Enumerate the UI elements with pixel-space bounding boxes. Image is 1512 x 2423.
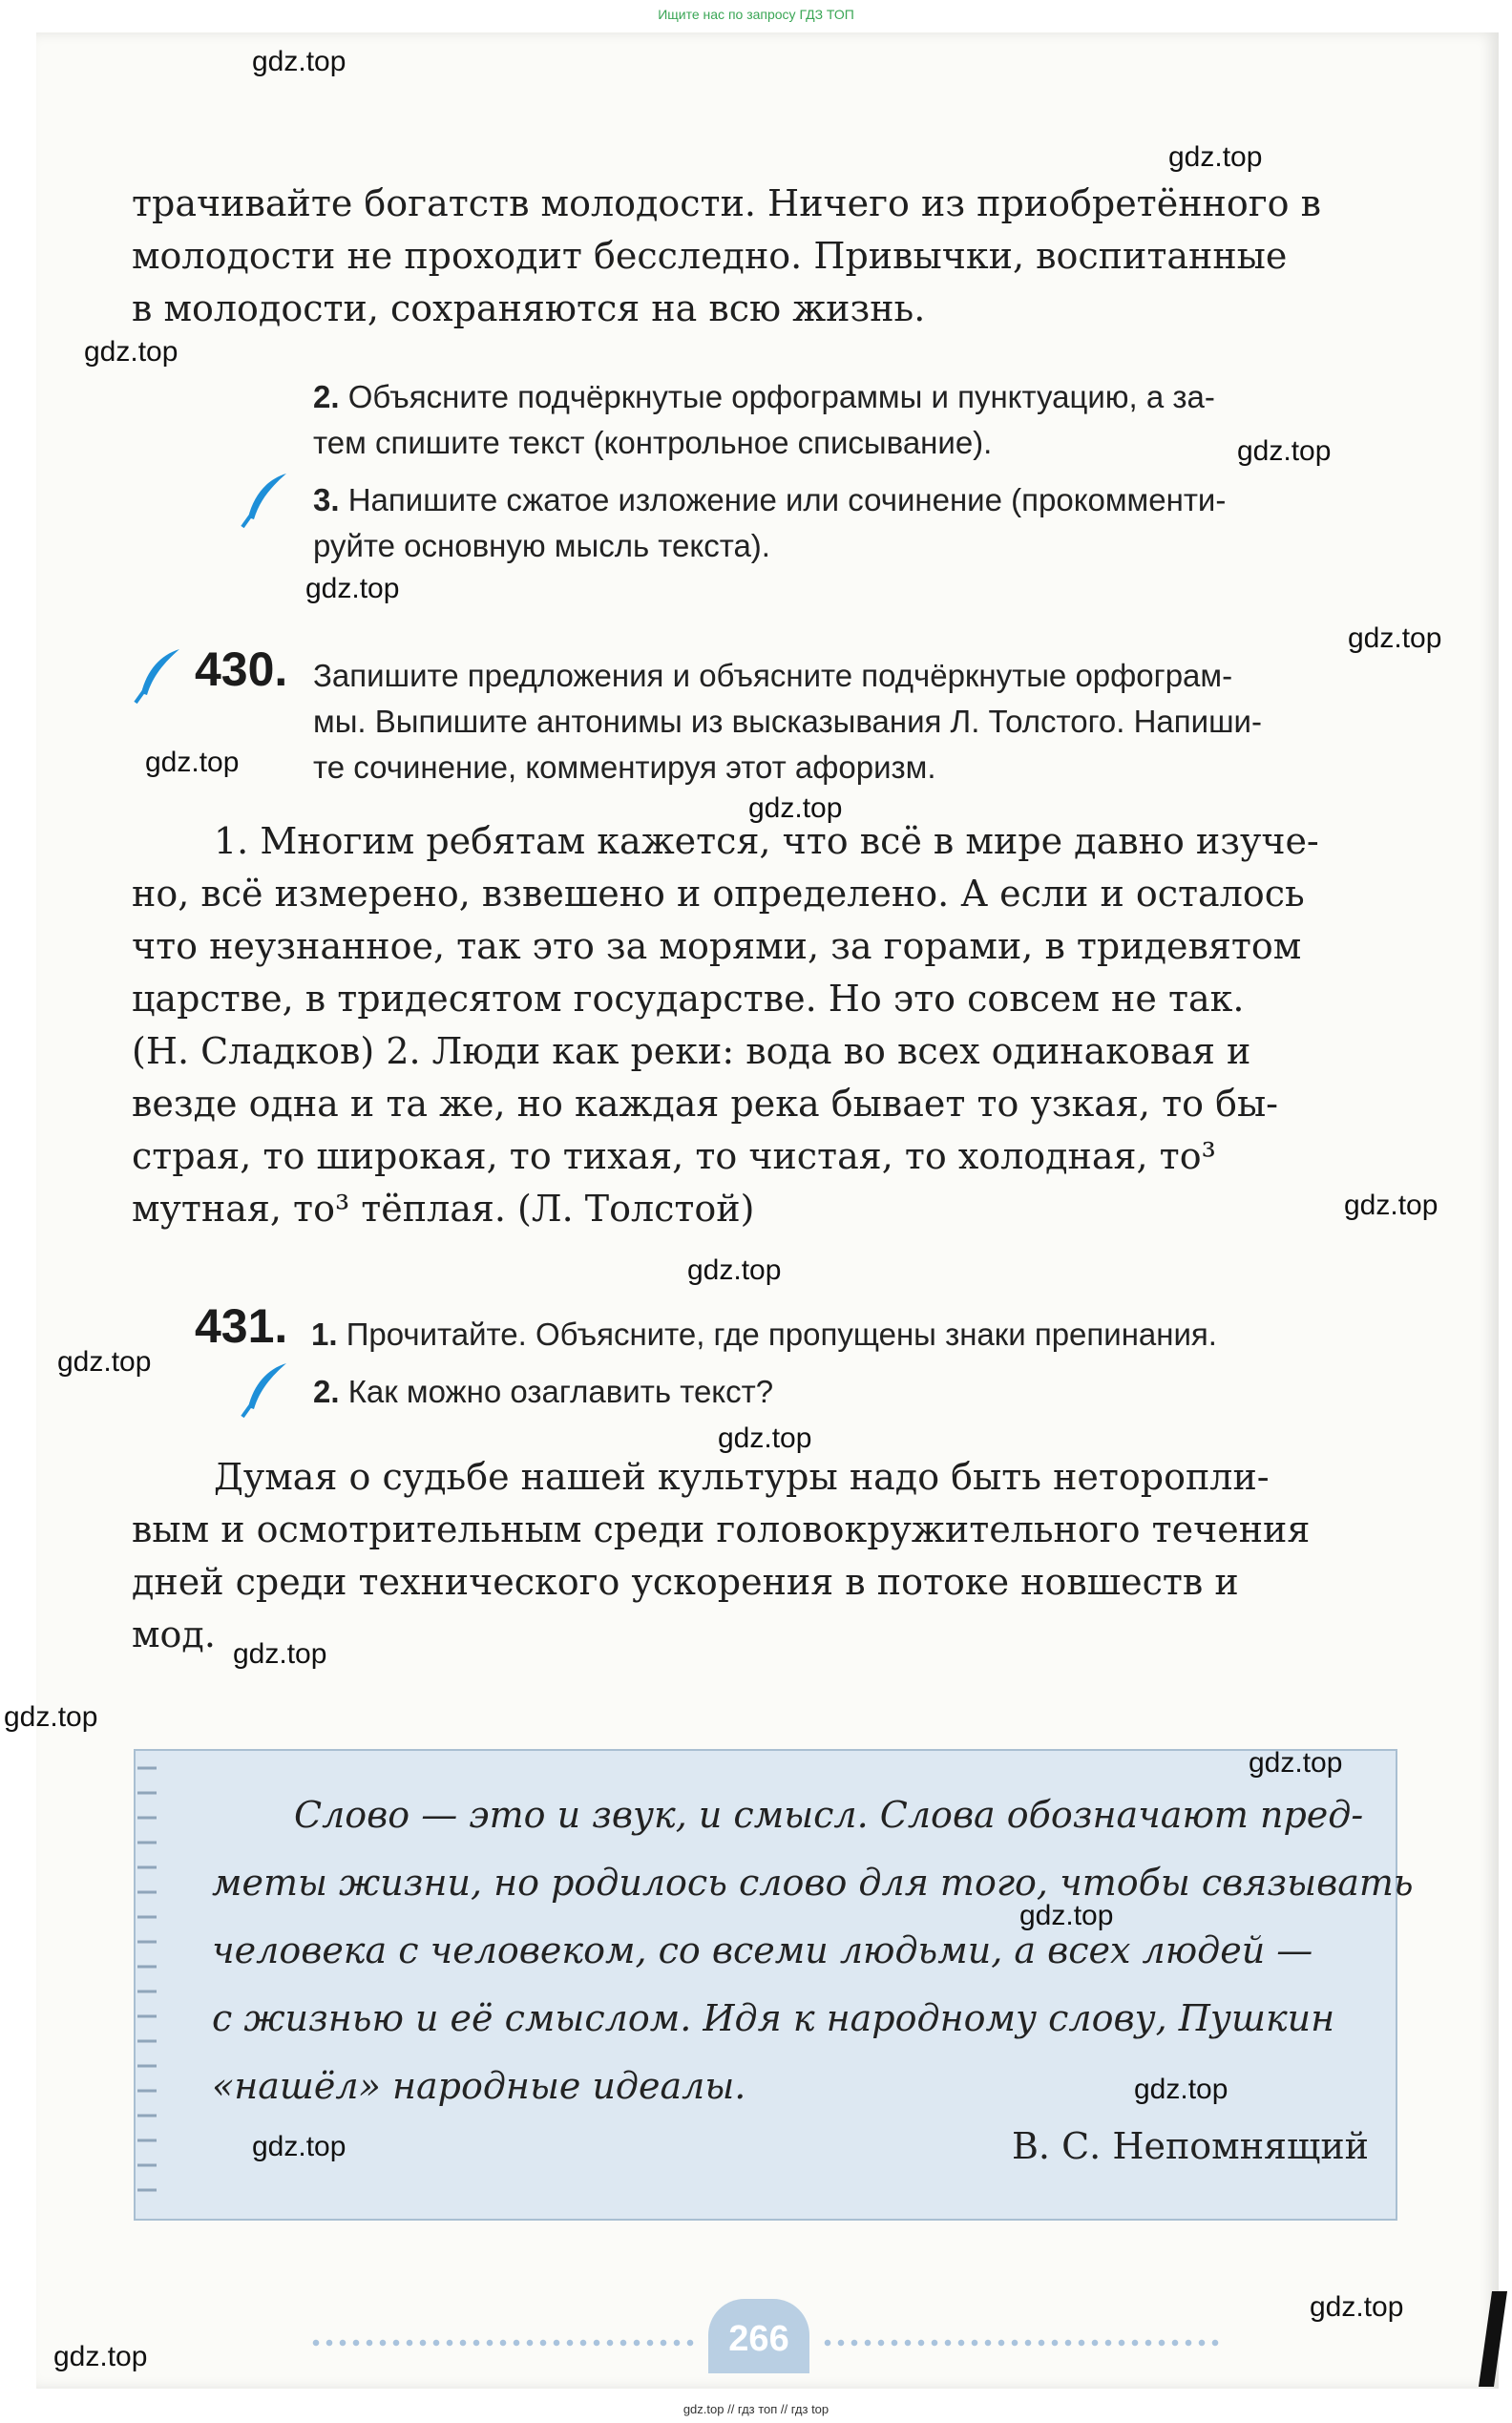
- text-line: страя, то широкая, то тихая, то чистая, то холодная, то³: [132, 1135, 1216, 1177]
- task-text: руйте основную мысль текста).: [313, 528, 770, 563]
- text-line: что неузнанное, так это за морями, за горами, в тридевятом: [132, 925, 1302, 967]
- item-number: 2.: [313, 1374, 340, 1409]
- watermark: gdz.top: [1344, 1190, 1438, 1221]
- watermark: gdz.top: [252, 46, 346, 77]
- item-number: 2.: [313, 379, 340, 414]
- watermark: gdz.top: [1019, 1900, 1114, 1931]
- watermark: gdz.top: [748, 792, 843, 824]
- text-line: (Н. Сладков) 2. Люди как реки: вода во всех одинаковая и: [132, 1030, 1251, 1072]
- intro-paragraph: [132, 178, 1394, 335]
- watermark: gdz.top: [1168, 141, 1263, 173]
- text-line: вым и осмотрительным среди головокружительного течения: [132, 1508, 1311, 1550]
- task-text: тем спишите текст (контрольное списывание).: [313, 425, 993, 460]
- text-line: трачивайте богатств молодости. Ничего из приобретённого в: [132, 182, 1321, 224]
- text-line: но, всё измерено, взвешено и определено. А если и осталось: [132, 873, 1305, 915]
- exercise-431-item-2: [313, 1369, 1392, 1415]
- item-number: 3.: [313, 482, 340, 517]
- watermark: gdz.top: [305, 573, 400, 604]
- task-text: Прочитайте. Объясните, где пропущены знаки препинания.: [346, 1317, 1217, 1352]
- instruction-line: Запишите предложения и объясните подчёркнутые орфограм-: [313, 658, 1233, 693]
- watermark: gdz.top: [145, 747, 240, 778]
- instruction-line: мы. Выпишите антонимы из высказывания Л. Толстого. Напиши-: [313, 704, 1262, 739]
- text-line: царстве, в тридесятом государстве. Но это совсем не так.: [132, 978, 1245, 1020]
- watermark: gdz.top: [233, 1638, 327, 1670]
- quote-text: [212, 1781, 1414, 2120]
- text-line: 1. Многим ребятам кажется, что всё в мире давно изуче-: [214, 820, 1319, 862]
- quote-author: В. С. Непомнящий: [1012, 2125, 1369, 2167]
- text-line: молодости не проходит бесследно. Привычки, воспитанные: [132, 235, 1288, 277]
- watermark: gdz.top: [718, 1422, 812, 1454]
- exercise-number-431: 431.: [195, 1299, 288, 1353]
- watermark: gdz.top: [84, 336, 178, 368]
- pen-icon: [132, 647, 183, 705]
- watermark: gdz.top: [1249, 1747, 1343, 1779]
- watermark: gdz.top: [1237, 435, 1332, 467]
- pen-icon: [239, 472, 290, 529]
- exercise-430-instruction: [313, 653, 1392, 790]
- text-line: в молодости, сохраняются на всю жизнь.: [132, 287, 926, 329]
- watermark: gdz.top: [1134, 2074, 1228, 2105]
- watermark: gdz.top: [53, 2341, 148, 2372]
- watermark: gdz.top: [1310, 2291, 1404, 2323]
- bottom-banner: gdz.top // гдз топ // гдз top: [682, 2402, 830, 2416]
- quote-line: «нашёл» народные идеалы.: [212, 2065, 746, 2107]
- task-text: Напишите сжатое изложение или сочинение (прокомменти-: [347, 482, 1227, 517]
- watermark: gdz.top: [4, 1701, 98, 1733]
- instruction-line: те сочинение, комментируя этот афоризм.: [313, 749, 936, 785]
- watermark: gdz.top: [57, 1346, 152, 1378]
- footer-dots-left: [309, 2339, 697, 2347]
- text-line: мод.: [132, 1613, 216, 1655]
- text-line: дней среди технического ускорения в потоке новшеств и: [132, 1561, 1239, 1603]
- pen-icon: [239, 1361, 290, 1419]
- exercise-431-item-1: [311, 1312, 1399, 1358]
- text-line: мутная, то³ тёплая. (Л. Толстой): [132, 1188, 755, 1230]
- footer-dots-right: [821, 2339, 1222, 2347]
- quote-line: меты жизни, но родилось слово для того, чтобы связывать: [212, 1862, 1414, 1904]
- task-item-3: [313, 477, 1392, 569]
- quote-line: Слово — это и звук, и смысл. Слова обозначают пред-: [294, 1794, 1364, 1836]
- task-item-2: [313, 374, 1392, 466]
- notebook-spiral: [134, 1749, 162, 2217]
- quote-line: человека с человеком, со всеми людьми, а всех людей —: [212, 1929, 1313, 1971]
- quote-line: с жизнью и её смыслом. Идя к народному слову, Пушкин: [212, 1997, 1335, 2039]
- task-text: Объясните подчёркнутые орфограммы и пунктуацию, а за-: [347, 379, 1215, 414]
- watermark: gdz.top: [687, 1254, 782, 1286]
- item-number: 1.: [311, 1317, 338, 1352]
- watermark: gdz.top: [252, 2131, 346, 2162]
- watermark: gdz.top: [1348, 622, 1442, 654]
- page-number: 266: [708, 2299, 809, 2373]
- text-line: Думая о судьбе нашей культуры надо быть неторопли-: [214, 1456, 1270, 1498]
- exercise-430-text: [132, 815, 1394, 1235]
- exercise-number-430: 430.: [195, 643, 288, 696]
- exercise-431-text: [132, 1451, 1394, 1661]
- top-banner: Ищите нас по запросу ГДЗ ТОП: [658, 7, 854, 22]
- text-line: везде одна и та же, но каждая река бывает то узкая, то бы-: [132, 1083, 1279, 1125]
- task-text: Как можно озаглавить текст?: [347, 1374, 774, 1409]
